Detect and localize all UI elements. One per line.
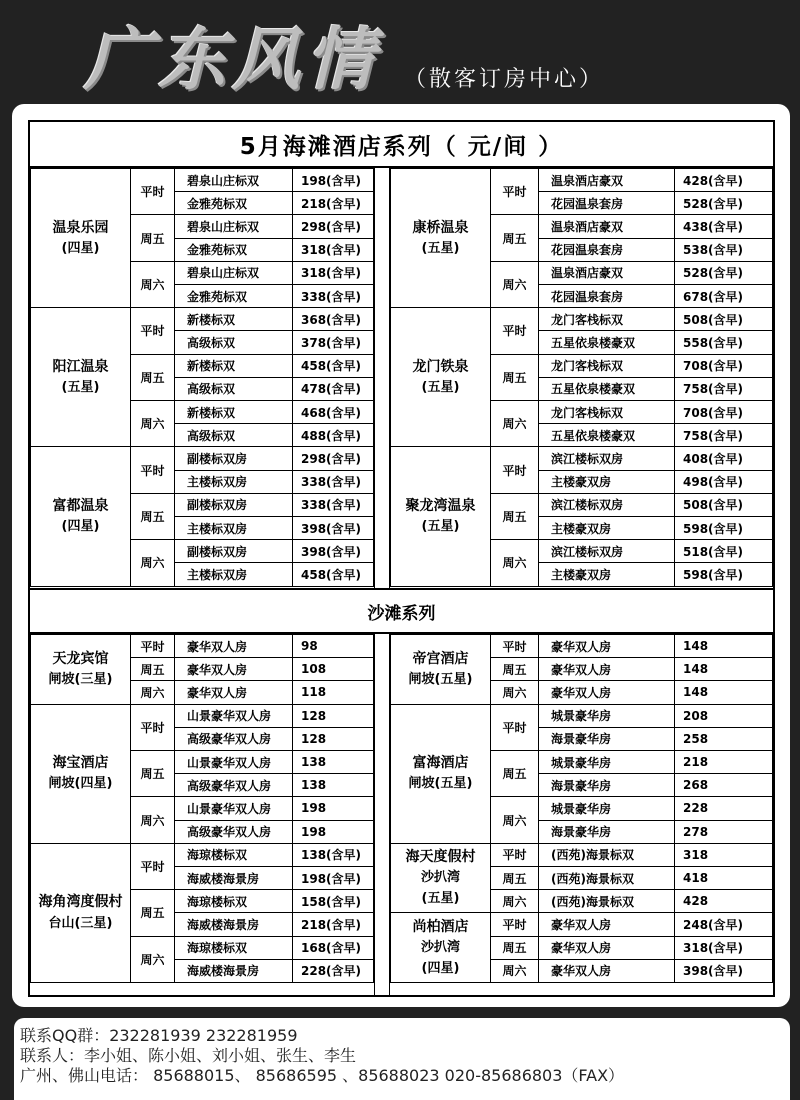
room-type: 豪华双人房 bbox=[538, 680, 675, 704]
room-type: 高级豪华双人房 bbox=[174, 773, 293, 797]
hotel-star-rating: (四星) bbox=[421, 960, 460, 976]
room-type: 副楼标双房 bbox=[174, 446, 293, 470]
day-label: 周五 bbox=[130, 493, 175, 540]
day-label: 周六 bbox=[130, 796, 175, 843]
room-price: 148 bbox=[674, 634, 773, 658]
hotel-name: 海天度假村 bbox=[405, 849, 476, 866]
room-type: (西苑)海景标双 bbox=[538, 843, 675, 867]
room-type: 主楼豪双房 bbox=[538, 516, 675, 540]
day-label: 周五 bbox=[490, 750, 539, 797]
hotel-name-cell bbox=[30, 843, 131, 983]
room-price: 428(含早) bbox=[674, 168, 773, 192]
room-price: 198 bbox=[292, 820, 374, 844]
room-type: 高级豪华双人房 bbox=[174, 820, 293, 844]
room-price: 338(含早) bbox=[292, 493, 374, 517]
room-type: 山景豪华双人房 bbox=[174, 750, 293, 774]
room-type: 豪华双人房 bbox=[538, 959, 675, 983]
room-price: 208 bbox=[674, 704, 773, 728]
room-type: 金雅苑标双 bbox=[174, 191, 293, 215]
room-price: 128 bbox=[292, 727, 374, 751]
room-price: 598(含早) bbox=[674, 562, 773, 586]
day-label: 平时 bbox=[490, 912, 539, 936]
day-label: 周五 bbox=[130, 214, 175, 261]
room-type: 海景豪华房 bbox=[538, 727, 675, 751]
room-type: 豪华双人房 bbox=[174, 657, 293, 681]
day-label: 周六 bbox=[490, 959, 539, 983]
room-price: 528(含早) bbox=[674, 191, 773, 215]
room-price: 318 bbox=[674, 843, 773, 867]
day-label: 平时 bbox=[490, 446, 539, 493]
hotel-name-cell bbox=[390, 168, 491, 308]
room-type: 海琼楼标双 bbox=[174, 889, 293, 913]
room-price: 428 bbox=[674, 889, 773, 913]
room-price: 98 bbox=[292, 634, 374, 658]
room-price: 528(含早) bbox=[674, 261, 773, 285]
hotel-name-cell bbox=[390, 704, 491, 844]
hotel-star: 闸坡(五星) bbox=[408, 672, 473, 688]
hotel-name: 富海酒店 bbox=[412, 755, 469, 772]
room-type: 豪华双人房 bbox=[538, 634, 675, 658]
hotel-star-rating: (五星) bbox=[421, 891, 460, 907]
room-type: 碧泉山庄标双 bbox=[174, 214, 293, 238]
room-type: 碧泉山庄标双 bbox=[174, 261, 293, 285]
room-price: 398(含早) bbox=[292, 516, 374, 540]
room-type: 城景豪华房 bbox=[538, 750, 675, 774]
room-price: 218(含早) bbox=[292, 191, 374, 215]
day-label: 周六 bbox=[490, 796, 539, 843]
room-price: 168(含早) bbox=[292, 936, 374, 960]
room-price: 508(含早) bbox=[674, 493, 773, 517]
room-type: 温泉酒店豪双 bbox=[538, 168, 675, 192]
room-type: 新楼标双 bbox=[174, 400, 293, 424]
room-type: 温泉酒店豪双 bbox=[538, 214, 675, 238]
room-type: 五星依泉楼豪双 bbox=[538, 330, 675, 354]
hotel-star: (四星) bbox=[61, 519, 100, 535]
room-type: 主楼标双房 bbox=[174, 470, 293, 494]
hotel-name-cell bbox=[30, 307, 131, 447]
day-label: 周六 bbox=[130, 261, 175, 308]
room-type: 滨江楼标双房 bbox=[538, 493, 675, 517]
room-type: 豪华双人房 bbox=[538, 936, 675, 960]
room-type: 高级标双 bbox=[174, 377, 293, 401]
hotel-name-cell bbox=[30, 634, 131, 705]
day-label: 周六 bbox=[130, 400, 175, 447]
hotel-name-cell bbox=[390, 843, 491, 914]
hotel-name: 康桥温泉 bbox=[412, 219, 469, 236]
room-type: (西苑)海景标双 bbox=[538, 866, 675, 890]
price-panel bbox=[12, 104, 790, 1007]
room-price: 268 bbox=[674, 773, 773, 797]
column-divider bbox=[374, 634, 390, 995]
room-price: 138 bbox=[292, 773, 374, 797]
room-type: 海景豪华房 bbox=[538, 820, 675, 844]
hotel-name: 温泉乐园 bbox=[52, 219, 109, 236]
day-label: 平时 bbox=[490, 634, 539, 658]
room-type: 豪华双人房 bbox=[538, 657, 675, 681]
room-price: 148 bbox=[674, 680, 773, 704]
room-type: 新楼标双 bbox=[174, 354, 293, 378]
room-type: 滨江楼标双房 bbox=[538, 539, 675, 563]
room-price: 398(含早) bbox=[292, 539, 374, 563]
room-price: 758(含早) bbox=[674, 423, 773, 447]
hotel-star: (五星) bbox=[421, 519, 460, 535]
day-label: 周六 bbox=[490, 400, 539, 447]
room-type: 高级豪华双人房 bbox=[174, 727, 293, 751]
day-label: 平时 bbox=[130, 168, 175, 215]
room-price: 198(含早) bbox=[292, 866, 374, 890]
room-type: 城景豪华房 bbox=[538, 704, 675, 728]
day-label: 平时 bbox=[130, 634, 175, 658]
room-price: 398(含早) bbox=[674, 959, 773, 983]
price-table bbox=[28, 120, 775, 997]
day-label: 周五 bbox=[130, 889, 175, 936]
day-label: 平时 bbox=[490, 168, 539, 215]
day-label: 平时 bbox=[130, 704, 175, 751]
hotel-star: (五星) bbox=[61, 380, 100, 396]
room-price: 298(含早) bbox=[292, 214, 374, 238]
hotel-name-cell bbox=[390, 912, 491, 983]
room-type: 金雅苑标双 bbox=[174, 238, 293, 262]
room-type: 山景豪华双人房 bbox=[174, 704, 293, 728]
room-type: 五星依泉楼豪双 bbox=[538, 377, 675, 401]
room-type: (西苑)海景标双 bbox=[538, 889, 675, 913]
room-price: 128 bbox=[292, 704, 374, 728]
room-type: 新楼标双 bbox=[174, 307, 293, 331]
room-type: 城景豪华房 bbox=[538, 796, 675, 820]
day-label: 平时 bbox=[130, 446, 175, 493]
hotel-star: 沙扒湾 bbox=[420, 940, 460, 956]
hotel-name-cell bbox=[30, 446, 131, 586]
room-price: 708(含早) bbox=[674, 400, 773, 424]
room-price: 498(含早) bbox=[674, 470, 773, 494]
room-type: 滨江楼标双房 bbox=[538, 446, 675, 470]
room-type: 豪华双人房 bbox=[174, 680, 293, 704]
room-price: 558(含早) bbox=[674, 330, 773, 354]
day-label: 平时 bbox=[490, 307, 539, 354]
hotel-star: 台山(三星) bbox=[48, 915, 113, 931]
hotel-name-cell bbox=[390, 307, 491, 447]
room-price: 318(含早) bbox=[292, 261, 374, 285]
room-price: 378(含早) bbox=[292, 330, 374, 354]
day-label: 平时 bbox=[490, 704, 539, 751]
hotel-name: 阳江温泉 bbox=[52, 358, 109, 375]
day-label: 周六 bbox=[490, 680, 539, 704]
room-price: 368(含早) bbox=[292, 307, 374, 331]
room-price: 518(含早) bbox=[674, 539, 773, 563]
room-price: 458(含早) bbox=[292, 562, 374, 586]
hotel-name: 帝宫酒店 bbox=[412, 650, 469, 667]
hotel-name: 富都温泉 bbox=[52, 497, 109, 514]
hotel-name: 尚柏酒店 bbox=[412, 918, 469, 935]
room-type: 五星依泉楼豪双 bbox=[538, 423, 675, 447]
day-label: 周五 bbox=[130, 354, 175, 401]
day-label: 平时 bbox=[490, 843, 539, 867]
room-type: 海威楼海景房 bbox=[174, 959, 293, 983]
room-type: 主楼豪双房 bbox=[538, 562, 675, 586]
room-price: 678(含早) bbox=[674, 284, 773, 308]
day-label: 周六 bbox=[130, 936, 175, 983]
hotel-star: (五星) bbox=[421, 240, 460, 256]
room-price: 248(含早) bbox=[674, 912, 773, 936]
room-type: 主楼标双房 bbox=[174, 516, 293, 540]
room-price: 198 bbox=[292, 796, 374, 820]
room-type: 龙门客栈标双 bbox=[538, 307, 675, 331]
brand-title: 广东风情 bbox=[84, 20, 381, 100]
day-label: 周五 bbox=[490, 493, 539, 540]
day-label: 周六 bbox=[130, 680, 175, 704]
day-label: 周六 bbox=[490, 539, 539, 586]
hotel-star: 沙扒湾 bbox=[420, 870, 460, 886]
room-price: 218(含早) bbox=[292, 912, 374, 936]
room-price: 138 bbox=[292, 750, 374, 774]
column-divider bbox=[374, 168, 390, 588]
contact-persons: 联系人：李小姐、陈小姐、刘小姐、张生、李生 bbox=[20, 1046, 357, 1065]
hotel-name-cell bbox=[390, 634, 491, 705]
room-type: 碧泉山庄标双 bbox=[174, 168, 293, 192]
room-type: 金雅苑标双 bbox=[174, 284, 293, 308]
room-type: 副楼标双房 bbox=[174, 493, 293, 517]
day-label: 周六 bbox=[130, 539, 175, 586]
room-price: 508(含早) bbox=[674, 307, 773, 331]
hotel-name-cell bbox=[30, 704, 131, 844]
room-price: 488(含早) bbox=[292, 423, 374, 447]
hotel-name-cell bbox=[390, 446, 491, 586]
room-type: 花园温泉套房 bbox=[538, 284, 675, 308]
hotel-name: 聚龙湾温泉 bbox=[405, 497, 476, 514]
day-label: 周六 bbox=[490, 261, 539, 308]
room-price: 338(含早) bbox=[292, 284, 374, 308]
room-type: 豪华双人房 bbox=[538, 912, 675, 936]
room-price: 148 bbox=[674, 657, 773, 681]
room-price: 538(含早) bbox=[674, 238, 773, 262]
room-type: 花园温泉套房 bbox=[538, 238, 675, 262]
hotel-star: 闸坡(五星) bbox=[408, 776, 473, 792]
room-price: 318(含早) bbox=[292, 238, 374, 262]
room-type: 龙门客栈标双 bbox=[538, 400, 675, 424]
room-price: 298(含早) bbox=[292, 446, 374, 470]
room-type: 海景豪华房 bbox=[538, 773, 675, 797]
room-price: 438(含早) bbox=[674, 214, 773, 238]
room-type: 主楼豪双房 bbox=[538, 470, 675, 494]
room-price: 418 bbox=[674, 866, 773, 890]
hotel-star: (四星) bbox=[61, 240, 100, 256]
room-type: 龙门客栈标双 bbox=[538, 354, 675, 378]
room-type: 主楼标双房 bbox=[174, 562, 293, 586]
section-title-beach: 沙滩系列 bbox=[30, 588, 773, 634]
room-price: 598(含早) bbox=[674, 516, 773, 540]
room-price: 758(含早) bbox=[674, 377, 773, 401]
day-label: 平时 bbox=[130, 307, 175, 354]
room-price: 198(含早) bbox=[292, 168, 374, 192]
day-label: 周五 bbox=[490, 354, 539, 401]
table-title: 5月海滩酒店系列（ 元/间 ） bbox=[30, 122, 773, 168]
room-type: 高级标双 bbox=[174, 423, 293, 447]
room-type: 温泉酒店豪双 bbox=[538, 261, 675, 285]
day-label: 平时 bbox=[130, 843, 175, 890]
room-price: 408(含早) bbox=[674, 446, 773, 470]
room-type: 高级标双 bbox=[174, 330, 293, 354]
qq-group: 联系QQ群：232281939 232281959 bbox=[20, 1026, 298, 1045]
hotel-name: 海宝酒店 bbox=[52, 755, 109, 772]
hotel-star: 闸坡(四星) bbox=[48, 776, 113, 792]
room-price: 228 bbox=[674, 796, 773, 820]
room-type: 副楼标双房 bbox=[174, 539, 293, 563]
hotel-name: 龙门铁泉 bbox=[412, 358, 469, 375]
room-price: 228(含早) bbox=[292, 959, 374, 983]
room-type: 豪华双人房 bbox=[174, 634, 293, 658]
day-label: 周五 bbox=[490, 657, 539, 681]
room-price: 138(含早) bbox=[292, 843, 374, 867]
room-price: 108 bbox=[292, 657, 374, 681]
room-price: 468(含早) bbox=[292, 400, 374, 424]
phone-numbers: 广州、佛山电话： 85688015、 85686595 、85688023 020-85686803（FAX） bbox=[20, 1066, 625, 1085]
room-price: 478(含早) bbox=[292, 377, 374, 401]
room-price: 158(含早) bbox=[292, 889, 374, 913]
room-price: 458(含早) bbox=[292, 354, 374, 378]
room-type: 海威楼海景房 bbox=[174, 866, 293, 890]
room-price: 708(含早) bbox=[674, 354, 773, 378]
room-type: 海威楼海景房 bbox=[174, 912, 293, 936]
day-label: 周五 bbox=[130, 657, 175, 681]
day-label: 周五 bbox=[130, 750, 175, 797]
subtitle: （散客订房中心） bbox=[404, 67, 605, 92]
room-price: 278 bbox=[674, 820, 773, 844]
room-type: 海琼楼标双 bbox=[174, 936, 293, 960]
hotel-name: 海角湾度假村 bbox=[38, 894, 123, 911]
room-price: 318(含早) bbox=[674, 936, 773, 960]
room-price: 258 bbox=[674, 727, 773, 751]
hotel-star: (五星) bbox=[421, 380, 460, 396]
room-type: 山景豪华双人房 bbox=[174, 796, 293, 820]
day-label: 周五 bbox=[490, 214, 539, 261]
room-type: 花园温泉套房 bbox=[538, 191, 675, 215]
room-price: 338(含早) bbox=[292, 470, 374, 494]
day-label: 周五 bbox=[490, 936, 539, 960]
room-price: 218 bbox=[674, 750, 773, 774]
hotel-star: 闸坡(三星) bbox=[48, 672, 113, 688]
contact-footer bbox=[14, 1018, 790, 1100]
day-label: 周六 bbox=[490, 889, 539, 913]
room-type: 海琼楼标双 bbox=[174, 843, 293, 867]
hotel-name-cell bbox=[30, 168, 131, 308]
hotel-name: 天龙宾馆 bbox=[52, 650, 109, 667]
room-price: 118 bbox=[292, 680, 374, 704]
day-label: 周五 bbox=[490, 866, 539, 890]
